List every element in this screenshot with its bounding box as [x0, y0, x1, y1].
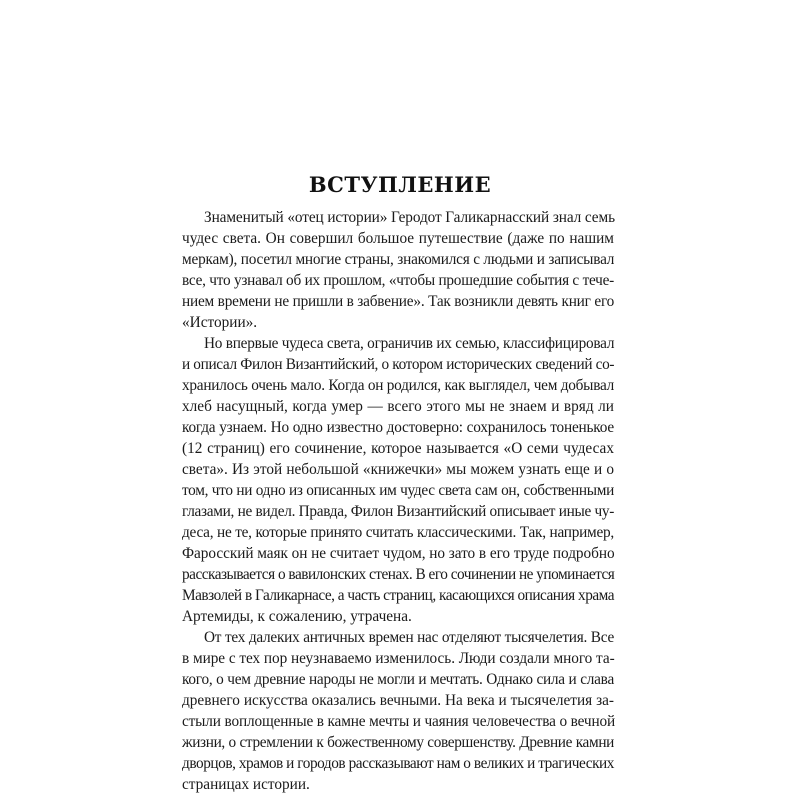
text-line: меркам), посетил многие страны, знакомился с людьми и записывал [182, 251, 615, 268]
text-line: хранилось очень мало. Когда он родился, как выглядел, чем добывал [182, 377, 615, 394]
text-line: и описал Филон Византийский, о котором исторических сведений со- [182, 356, 615, 373]
text-line: рассказывается о вавилонских стенах. В его сочинении не упоминается [182, 566, 615, 583]
text-line: кого, о чем древние народы не могли и мечтать. Однако сила и слава [182, 671, 614, 688]
text-line: древнего искусства оказались вечными. На века и тысячелетия за- [182, 692, 614, 709]
text-line: Но впервые чудеса света, ограничив их семью, классифицировал [204, 335, 615, 352]
text-line: жизни, о стремлении к божественному совершенству. Древние камни [182, 734, 614, 751]
paragraph-1 [182, 207, 614, 333]
text-line: света». Из этой небольшой «книжечки» мы можем узнать еще и о [182, 461, 614, 478]
text-line: когда узнаем. Но одно известно достоверно: сохранилось тоненькое [182, 419, 614, 436]
text-line: (12 страниц) его сочинение, которое называется «О семи чудесах [182, 440, 614, 457]
text-line: все, что узнавал об их прошлом, «чтобы прошедшие события с тече- [182, 272, 614, 289]
text-line: Артемиды, к сожалению, утрачена. [182, 608, 412, 625]
text-line: в мире с тех пор неузнаваемо изменилось. Люди создали много та- [182, 650, 615, 667]
text-line: нием времени не пришли в забвение». Так возникли девять книг его [182, 293, 615, 310]
paragraph-3 [182, 627, 614, 795]
body-text [182, 207, 614, 795]
text-line: хлеб насущный, когда умер — всего этого мы не знаем и вряд ли [182, 398, 614, 415]
text-line: От тех далеких античных времен нас отделяют тысячелетия. Все [204, 629, 614, 646]
text-line: страницах истории. [182, 776, 310, 793]
text-line: чудес света. Он совершил большое путешествие (даже по нашим [182, 230, 614, 247]
text-line: деса, не те, которые принято считать классическими. Так, например, [182, 524, 614, 541]
text-line: «Истории». [182, 314, 258, 331]
text-line: глазами, не видел. Правда, Филон Византийский описывает иные чу- [182, 503, 615, 520]
text-line: дворцов, храмов и городов рассказывают нам о великих и трагических [182, 755, 614, 772]
text-line: Знаменитый «отец истории» Геродот Галикарнасский знал семь [204, 209, 615, 226]
chapter-title: ВСТУПЛЕНИЕ [308, 172, 492, 197]
text-line: стыли воплощенные в камне мечты и чаяния человечества о вечной [182, 713, 616, 730]
text-line: том, что ни одно из описанных им чудес света сам он, собственными [182, 482, 614, 499]
text-line: Фаросский маяк он не считает чудом, но зато в его труде подробно [182, 545, 615, 562]
paragraph-2 [182, 333, 614, 627]
text-line: Мавзолей в Галикарнасе, а часть страниц, касающихся описания храма [182, 587, 614, 604]
